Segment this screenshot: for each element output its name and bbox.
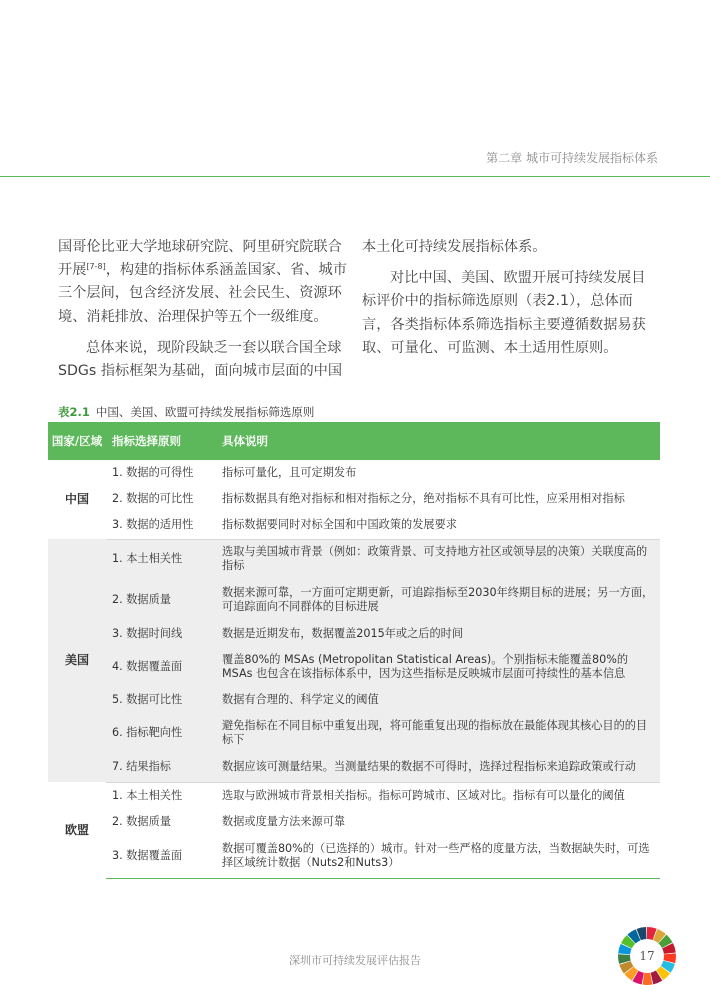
principles-table [48, 422, 660, 879]
page-number: 17 [639, 949, 655, 963]
region-cell: 欧盟 [48, 782, 106, 878]
table-title: 中国、美国、欧盟可持续发展指标筛选原则 [95, 405, 315, 419]
principle-cell: 1. 本土相关性 [106, 539, 216, 579]
table-row [48, 782, 660, 809]
description-cell: 覆盖80%的 MSAs (Metropolitan Statistical Areas)。个别指标未能覆盖80%的 MSAs 也包含在该指标体系中，因为这些指标是反映城市层面可持续性的基本信息 [216, 647, 660, 687]
table-row [48, 579, 660, 621]
paragraph: 对比中国、美国、欧盟开展可持续发展目标评价中的指标筛选原则（表2.1），总体而言，各类指标体系筛选指标主要遵循数据易获取、可量化、可监测、本土适用性原则。 [362, 270, 646, 356]
principle-cell: 3. 数据时间线 [106, 621, 216, 647]
description-cell: 数据应该可测量结果。当测量结果的数据不可得时，选择过程指标来追踪政策或行动 [216, 753, 660, 782]
description-cell: 选取与欧洲城市背景相关指标。指标可跨城市、区域对比。指标有可以量化的阈值 [216, 782, 660, 809]
header-rule [0, 176, 710, 177]
principle-cell: 5. 数据可比性 [106, 687, 216, 713]
body-column-left [58, 236, 350, 391]
principle-cell: 3. 数据的适用性 [106, 512, 216, 539]
table-row [48, 460, 660, 486]
principle-cell: 2. 数据的可比性 [106, 486, 216, 512]
description-cell: 数据有合理的、科学定义的阈值 [216, 687, 660, 713]
principle-cell: 2. 数据质量 [106, 809, 216, 835]
region-cell: 美国 [48, 539, 106, 782]
table-row [48, 835, 660, 878]
principle-cell: 3. 数据覆盖面 [106, 835, 216, 878]
report-title-footer: 深圳市可持续发展评估报告 [289, 954, 421, 967]
column-header: 国家/区域 [48, 422, 106, 460]
table-row [48, 753, 660, 782]
region-cell: 中国 [48, 460, 106, 539]
table-row [48, 539, 660, 579]
principle-cell: 6. 指标靶向性 [106, 713, 216, 753]
paragraph: 本土化可持续发展指标体系。 [362, 239, 547, 255]
description-cell: 指标数据具有绝对指标和相对指标之分，绝对指标不具有可比性，应采用相对指标 [216, 486, 660, 512]
body-column-right [362, 236, 656, 368]
table-row [48, 647, 660, 687]
description-cell: 指标数据要同时对标全国和中国政策的发展要求 [216, 512, 660, 539]
description-cell: 数据来源可靠，一方面可定期更新，可追踪指标至2030年终期目标的进展；另一方面，可追踪面向不同群体的目标进展 [216, 579, 660, 621]
table-row [48, 809, 660, 835]
table-row [48, 512, 660, 539]
description-cell: 数据或度量方法来源可靠 [216, 809, 660, 835]
citation[interactable]: [7-8] [86, 262, 106, 272]
description-cell: 指标可量化，且可定期发布 [216, 460, 660, 486]
principle-cell: 1. 数据的可得性 [106, 460, 216, 486]
description-cell: 数据可覆盖80%的（已选择的）城市。针对一些严格的度量方法，当数据缺失时，可选择区域统计数据（Nuts2和Nuts3） [216, 835, 660, 878]
description-cell: 避免指标在不同目标中重复出现，将可能重复出现的指标放在最能体现其核心目的的目标下 [216, 713, 660, 753]
table-caption [58, 404, 314, 420]
principle-cell: 1. 本土相关性 [106, 782, 216, 809]
table-header-row [48, 422, 660, 460]
column-header: 指标选择原则 [106, 422, 216, 460]
table-row [48, 621, 660, 647]
principle-cell: 7. 结果指标 [106, 753, 216, 782]
description-cell: 选取与美国城市背景（例如：政策背景、可支持地方社区或领导层的决策）关联度高的指标 [216, 539, 660, 579]
paragraph: 总体来说，现阶段缺乏一套以联合国全球SDGs 指标框架为基础，面向城市层面的中国 [58, 339, 343, 380]
paragraph: 国哥伦比亚大学地球研究院、阿里研究院联合开展[7-8]，构建的指标体系涵盖国家、省、城市三个层间，包含经济发展、社会民生、资源环境、消耗排放、治理保护等五个一级维度。 [58, 239, 347, 325]
table-number: 表2.1 [58, 405, 90, 419]
description-cell: 数据是近期发布，数据覆盖2015年或之后的时间 [216, 621, 660, 647]
chapter-header: 第二章 城市可持续发展指标体系 [486, 151, 658, 165]
table-row [48, 713, 660, 753]
principle-cell: 4. 数据覆盖面 [106, 647, 216, 687]
table-row [48, 687, 660, 713]
principle-cell: 2. 数据质量 [106, 579, 216, 621]
table-row [48, 486, 660, 512]
column-header: 具体说明 [216, 422, 660, 460]
